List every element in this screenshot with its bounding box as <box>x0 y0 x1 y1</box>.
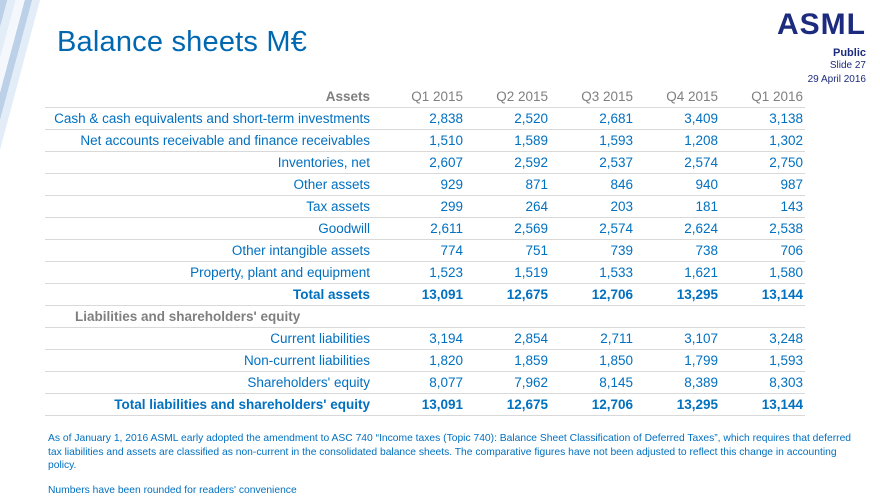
table-row <box>45 152 805 174</box>
value-cell: 706 <box>720 240 805 262</box>
column-header-q1-2016: Q1 2016 <box>720 86 805 108</box>
value-cell <box>465 306 550 328</box>
value-cell: 846 <box>550 174 635 196</box>
table-row <box>45 372 805 394</box>
value-cell: 2,607 <box>380 152 465 174</box>
value-cell: 2,592 <box>465 152 550 174</box>
value-cell: 1,580 <box>720 262 805 284</box>
value-cell <box>550 306 635 328</box>
value-cell: 1,799 <box>635 350 720 372</box>
value-cell: 8,077 <box>380 372 465 394</box>
value-cell: 987 <box>720 174 805 196</box>
page-title: Balance sheets M€ <box>57 26 308 58</box>
value-cell: 12,675 <box>465 394 550 416</box>
value-cell <box>720 306 805 328</box>
value-cell: 3,138 <box>720 108 805 130</box>
value-cell: 1,533 <box>550 262 635 284</box>
value-cell: 739 <box>550 240 635 262</box>
column-header-q2-2015: Q2 2015 <box>465 86 550 108</box>
value-cell: 7,962 <box>465 372 550 394</box>
liabilities-section-header-row <box>45 306 805 328</box>
value-cell: 2,520 <box>465 108 550 130</box>
value-cell: 871 <box>465 174 550 196</box>
rounding-footnote: Numbers have been rounded for readers' convenience <box>48 484 297 496</box>
value-cell: 13,295 <box>635 394 720 416</box>
value-cell: 2,838 <box>380 108 465 130</box>
row-label: Other intangible assets <box>45 240 380 262</box>
value-cell: 940 <box>635 174 720 196</box>
value-cell: 1,850 <box>550 350 635 372</box>
row-label: Goodwill <box>45 218 380 240</box>
value-cell: 13,144 <box>720 394 805 416</box>
value-cell: 3,107 <box>635 328 720 350</box>
value-cell: 774 <box>380 240 465 262</box>
value-cell: 8,389 <box>635 372 720 394</box>
value-cell: 299 <box>380 196 465 218</box>
column-header-q4-2015: Q4 2015 <box>635 86 720 108</box>
value-cell: 1,589 <box>465 130 550 152</box>
value-cell: 2,611 <box>380 218 465 240</box>
column-header-q3-2015: Q3 2015 <box>550 86 635 108</box>
value-cell: 8,303 <box>720 372 805 394</box>
classification-label: Public <box>832 47 866 59</box>
accounting-policy-footnote: As of January 1, 2016 ASML early adopted the amendment to ASC 740 “Income taxes (Topic 740): Balance Sheet Classification of Deferred Taxes”, which requires that deferred tax liabilities and assets are classified as non-current in the consolidated balance sheets. The comparative figures have not been adjusted to reflect this change in accounting policy. <box>48 433 852 472</box>
column-header-assets: Assets <box>45 86 380 108</box>
value-cell: 2,537 <box>550 152 635 174</box>
row-label: Inventories, net <box>45 152 380 174</box>
value-cell: 2,750 <box>720 152 805 174</box>
row-label: Cash & cash equivalents and short-term investments <box>45 108 380 130</box>
value-cell: 1,208 <box>635 130 720 152</box>
row-label: Other assets <box>45 174 380 196</box>
value-cell: 738 <box>635 240 720 262</box>
slide-number: Slide 27 <box>829 60 866 71</box>
value-cell: 2,538 <box>720 218 805 240</box>
value-cell: 1,820 <box>380 350 465 372</box>
value-cell: 1,621 <box>635 262 720 284</box>
table-row <box>45 218 805 240</box>
value-cell: 2,624 <box>635 218 720 240</box>
footnotes <box>48 432 853 497</box>
value-cell: 3,409 <box>635 108 720 130</box>
row-label: Shareholders' equity <box>45 372 380 394</box>
balance-sheet-table <box>45 86 805 416</box>
total-assets-row <box>45 284 805 306</box>
value-cell: 929 <box>380 174 465 196</box>
table-row <box>45 262 805 284</box>
value-cell: 2,569 <box>465 218 550 240</box>
value-cell: 3,248 <box>720 328 805 350</box>
table-row <box>45 350 805 372</box>
value-cell: 2,574 <box>550 218 635 240</box>
value-cell: 12,706 <box>550 284 635 306</box>
asml-logo: ASML <box>777 8 866 41</box>
value-cell: 1,302 <box>720 130 805 152</box>
value-cell: 2,574 <box>635 152 720 174</box>
value-cell: 143 <box>720 196 805 218</box>
value-cell: 12,706 <box>550 394 635 416</box>
table-header-row <box>45 86 805 108</box>
corner-decoration <box>0 0 40 150</box>
value-cell <box>635 306 720 328</box>
value-cell: 1,593 <box>550 130 635 152</box>
value-cell: 2,681 <box>550 108 635 130</box>
value-cell: 1,593 <box>720 350 805 372</box>
row-label: Property, plant and equipment <box>45 262 380 284</box>
row-label: Total liabilities and shareholders' equity <box>45 394 380 416</box>
slide-date: 29 April 2016 <box>807 73 866 85</box>
value-cell: 13,091 <box>380 284 465 306</box>
value-cell: 1,519 <box>465 262 550 284</box>
value-cell: 1,523 <box>380 262 465 284</box>
value-cell: 1,510 <box>380 130 465 152</box>
row-label: Current liabilities <box>45 328 380 350</box>
value-cell: 8,145 <box>550 372 635 394</box>
table-row <box>45 174 805 196</box>
value-cell: 751 <box>465 240 550 262</box>
value-cell: 264 <box>465 196 550 218</box>
row-label: Net accounts receivable and finance receivables <box>45 130 380 152</box>
value-cell: 2,711 <box>550 328 635 350</box>
value-cell: 181 <box>635 196 720 218</box>
column-header-q1-2015: Q1 2015 <box>380 86 465 108</box>
row-label: Tax assets <box>45 196 380 218</box>
section-label: Liabilities and shareholders' equity <box>45 306 380 328</box>
row-label: Total assets <box>45 284 380 306</box>
value-cell: 203 <box>550 196 635 218</box>
value-cell: 13,144 <box>720 284 805 306</box>
value-cell: 13,091 <box>380 394 465 416</box>
value-cell: 12,675 <box>465 284 550 306</box>
table-row <box>45 328 805 350</box>
value-cell: 3,194 <box>380 328 465 350</box>
value-cell: 1,859 <box>465 350 550 372</box>
value-cell: 2,854 <box>465 328 550 350</box>
total-liabilities-equity-row <box>45 394 805 416</box>
table-row <box>45 108 805 130</box>
brand-block <box>777 10 866 86</box>
table-row <box>45 240 805 262</box>
table-row <box>45 130 805 152</box>
value-cell <box>380 306 465 328</box>
row-label: Non-current liabilities <box>45 350 380 372</box>
value-cell: 13,295 <box>635 284 720 306</box>
table-row <box>45 196 805 218</box>
